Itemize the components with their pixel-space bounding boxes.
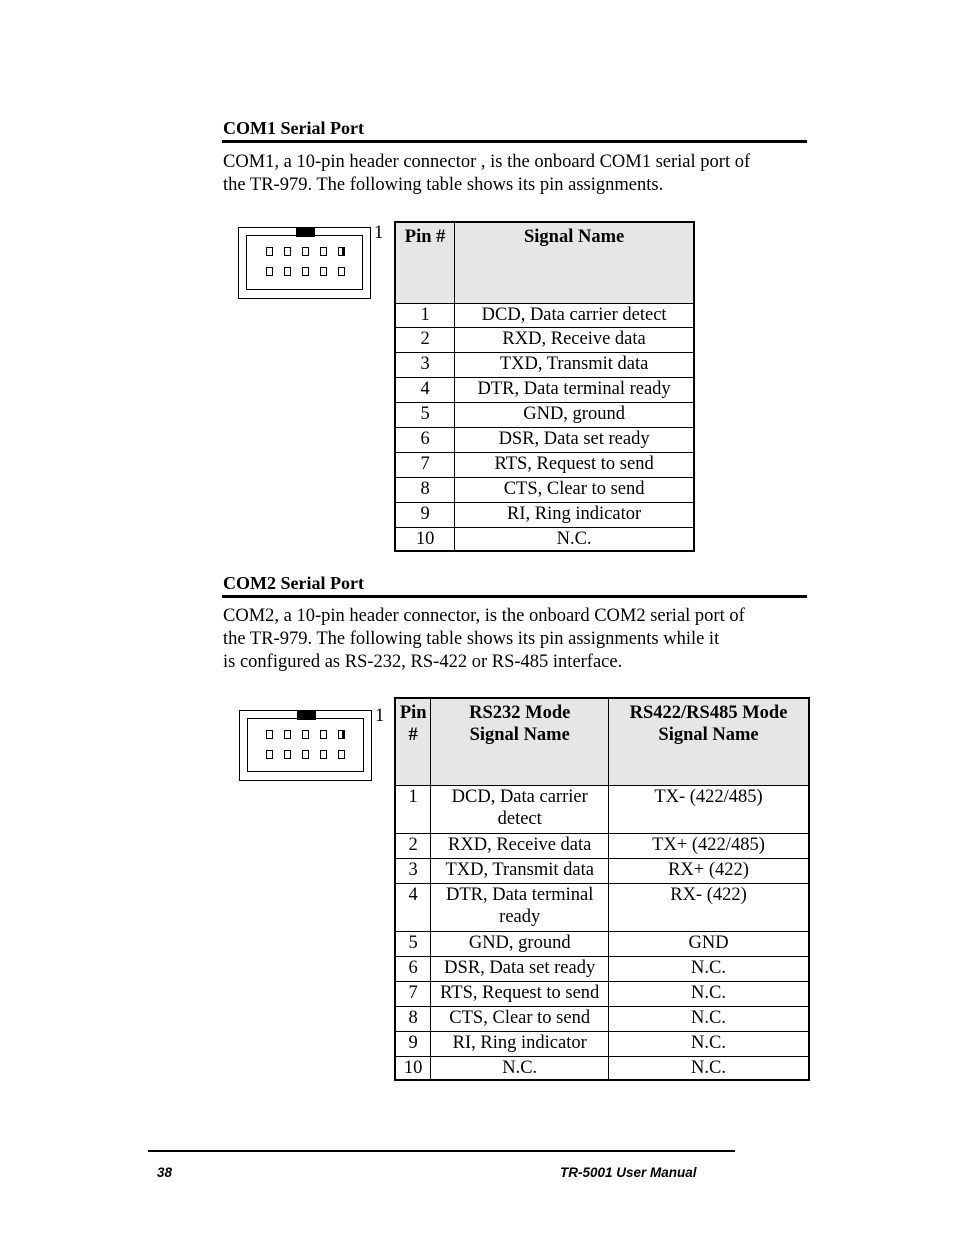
com2-pin-table: [394, 697, 810, 1081]
com2-connector-pin1-label: 1: [375, 706, 385, 726]
com2-heading-rule: [222, 595, 807, 598]
com2-connector-pin: [302, 730, 309, 739]
rs422-signal-cell: TX+ (422/485): [609, 833, 809, 858]
com2-connector-pin: [302, 750, 309, 759]
rs232-signal-cell: CTS, Clear to send: [431, 1006, 609, 1031]
rs232-signal-line2: detect: [497, 808, 542, 829]
com2-header-rs232: [431, 698, 609, 785]
signal-name-cell: DCD, Data carrier detect: [455, 303, 694, 327]
com2-header-rs422-line1: RS422/RS485 Mode: [629, 703, 788, 723]
rs232-signal-cell: TXD, Transmit data: [431, 858, 609, 883]
rs422-signal-cell: GND: [609, 931, 809, 956]
com2-connector-body: [247, 718, 364, 772]
com2-header-rs232-line2: Signal Name: [469, 725, 570, 745]
pin-number-cell: 5: [395, 931, 431, 956]
com2-header-pin-line2: #: [408, 725, 418, 745]
pin-number-cell: 10: [395, 1056, 431, 1080]
table-row: [395, 502, 694, 527]
com2-header-rs422: [609, 698, 809, 785]
table-row: [395, 1056, 809, 1080]
com2-heading: COM2 Serial Port: [223, 573, 364, 593]
com1-connector-pin: [320, 267, 327, 276]
com2-connector-pin: [284, 750, 291, 759]
signal-name-cell: RTS, Request to send: [455, 452, 694, 477]
rs232-signal-line2: ready: [499, 906, 541, 927]
footer-rule: [148, 1150, 735, 1152]
com1-heading-rule: [222, 140, 807, 143]
rs422-signal-cell: N.C.: [609, 1056, 809, 1080]
pin-number-cell: 4: [395, 377, 455, 402]
pin-number-cell: 3: [395, 352, 455, 377]
signal-name-cell: RI, Ring indicator: [455, 502, 694, 527]
rs232-signal-cell: [431, 883, 609, 931]
com2-connector-pin-1: [338, 730, 345, 739]
pin-number-cell: 3: [395, 858, 431, 883]
rs422-signal-cell: N.C.: [609, 956, 809, 981]
com1-connector-pin: [320, 247, 327, 256]
pin-number-cell: 2: [395, 833, 431, 858]
pin-number-cell: 1: [395, 303, 455, 327]
table-row: [395, 883, 809, 931]
rs232-signal-cell: [431, 785, 609, 833]
table-row: [395, 452, 694, 477]
rs232-signal-cell: RI, Ring indicator: [431, 1031, 609, 1056]
rs422-signal-cell: N.C.: [609, 981, 809, 1006]
table-row: [395, 1031, 809, 1056]
rs232-signal-cell: RXD, Receive data: [431, 833, 609, 858]
rs232-signal-line1: DTR, Data terminal: [445, 884, 594, 905]
rs422-signal-cell: TX- (422/485): [609, 785, 809, 833]
table-row: [395, 427, 694, 452]
table-row: [395, 377, 694, 402]
com2-header-pin: [395, 698, 431, 785]
table-row: [395, 352, 694, 377]
com2-connector-pin: [266, 750, 273, 759]
rs422-signal-cell: N.C.: [609, 1006, 809, 1031]
pin-number-cell: 10: [395, 527, 455, 551]
pin-number-cell: 9: [395, 502, 455, 527]
com1-paragraph-line-2: the TR-979. The following table shows its pin assignments.: [223, 175, 664, 195]
com2-paragraph-line-3: is configured as RS-232, RS-422 or RS-485 interface.: [223, 652, 623, 672]
com1-connector-pin: [302, 267, 309, 276]
pin-number-cell: 2: [395, 327, 455, 352]
com2-header-rs422-line2: Signal Name: [658, 725, 759, 745]
com2-connector-diagram: [239, 710, 372, 781]
rs422-signal-cell: RX- (422): [609, 883, 809, 931]
com2-connector-pin: [320, 750, 327, 759]
pin-number-cell: 6: [395, 956, 431, 981]
com1-header-pin: Pin #: [395, 222, 455, 303]
pin-number-cell: 1: [395, 785, 431, 833]
pin-number-cell: 8: [395, 477, 455, 502]
table-row: [395, 858, 809, 883]
rs422-signal-cell: N.C.: [609, 1031, 809, 1056]
com1-connector-diagram: [238, 227, 371, 299]
table-row: [395, 956, 809, 981]
table-row: [395, 833, 809, 858]
pin-number-cell: 7: [395, 981, 431, 1006]
rs232-signal-cell: RTS, Request to send: [431, 981, 609, 1006]
rs232-signal-line1: DCD, Data carrier: [451, 786, 588, 807]
table-row: [395, 931, 809, 956]
pin-number-cell: 9: [395, 1031, 431, 1056]
table-row: [395, 785, 809, 833]
signal-name-cell: TXD, Transmit data: [455, 352, 694, 377]
footer-page-number: 38: [157, 1165, 173, 1180]
com2-header-rs232-line1: RS232 Mode: [469, 703, 571, 723]
table-row: [395, 327, 694, 352]
table-row: [395, 477, 694, 502]
com2-connector-pin: [266, 730, 273, 739]
com1-pin-table: [394, 221, 695, 552]
pin-number-cell: 5: [395, 402, 455, 427]
rs422-signal-cell: RX+ (422): [609, 858, 809, 883]
com2-connector-key: [297, 711, 316, 720]
com1-connector-pin: [302, 247, 309, 256]
table-row: [395, 1006, 809, 1031]
table-row: [395, 303, 694, 327]
table-row: [395, 527, 694, 551]
com1-connector-pin1-label: 1: [374, 223, 384, 243]
com2-paragraph-line-1: COM2, a 10-pin header connector, is the onboard COM2 serial port of: [223, 606, 745, 626]
footer-manual-title: TR-5001 User Manual: [560, 1165, 697, 1180]
com1-connector-key: [296, 228, 315, 237]
table-row: [395, 402, 694, 427]
pin-number-cell: 6: [395, 427, 455, 452]
pin-number-cell: 8: [395, 1006, 431, 1031]
com1-connector-pin: [266, 267, 273, 276]
pin-number-cell: 4: [395, 883, 431, 931]
com2-header-pin-line1: Pin: [399, 703, 427, 723]
table-row: [395, 981, 809, 1006]
signal-name-cell: N.C.: [455, 527, 694, 551]
com1-paragraph-line-1: COM1, a 10-pin header connector , is the onboard COM1 serial port of: [223, 152, 751, 172]
com2-connector-pin: [338, 750, 345, 759]
com1-connector-pin-1: [338, 247, 345, 256]
com2-table-header-row: [395, 698, 809, 785]
signal-name-cell: DSR, Data set ready: [455, 427, 694, 452]
rs232-signal-cell: DSR, Data set ready: [431, 956, 609, 981]
signal-name-cell: CTS, Clear to send: [455, 477, 694, 502]
signal-name-cell: GND, ground: [455, 402, 694, 427]
com1-connector-pin: [338, 267, 345, 276]
pin-number-cell: 7: [395, 452, 455, 477]
rs232-signal-cell: N.C.: [431, 1056, 609, 1080]
com2-connector-pin: [284, 730, 291, 739]
com1-heading: COM1 Serial Port: [223, 118, 364, 138]
com1-connector-pin: [284, 247, 291, 256]
com2-connector-pin: [320, 730, 327, 739]
signal-name-cell: DTR, Data terminal ready: [455, 377, 694, 402]
com1-table-header-row: [395, 222, 694, 303]
rs232-signal-cell: GND, ground: [431, 931, 609, 956]
com1-connector-body: [246, 235, 363, 290]
signal-name-cell: RXD, Receive data: [455, 327, 694, 352]
com1-connector-pin: [284, 267, 291, 276]
com1-header-signal-name: Signal Name: [455, 222, 694, 303]
com1-connector-pin: [266, 247, 273, 256]
com2-paragraph-line-2: the TR-979. The following table shows its pin assignments while it: [223, 629, 720, 649]
